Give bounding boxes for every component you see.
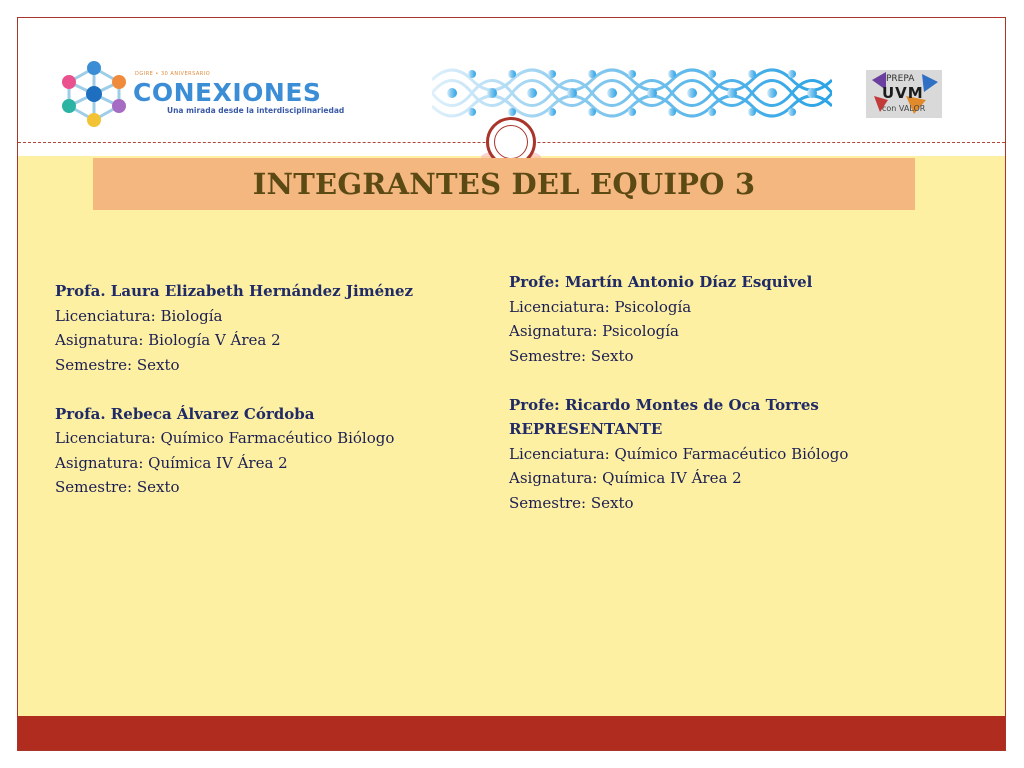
uvm-line1: PREPA (886, 74, 915, 84)
conexiones-logo (55, 58, 345, 130)
uvm-line2: UVM (882, 84, 924, 102)
member-subject: Asignatura: Biología V Área 2 (55, 331, 281, 349)
prepa-uvm-logo (866, 70, 942, 118)
member-semester: Semestre: Sexto (55, 478, 180, 496)
anniversary-text: DGIRE • 30 ANIVERSARIO (135, 71, 211, 77)
member-semester: Semestre: Sexto (55, 355, 180, 374)
member-name: Profe: Ricardo Montes de Oca Torres (509, 395, 819, 414)
member-name: Profe: Martín Antonio Díaz Esquivel (509, 273, 813, 291)
page-title: INTEGRANTES DEL EQUIPO 3 (252, 167, 756, 201)
uvm-line3: con VALOR (882, 104, 926, 113)
member-degree: Licenciatura: Químico Farmacéutico Biólogo (55, 429, 395, 447)
member-subject: Asignatura: Química IV Área 2 (55, 453, 288, 472)
member-semester: Semestre: Sexto (509, 493, 634, 512)
brand-name: CONEXIONES (133, 78, 322, 107)
network-icon (55, 58, 133, 130)
member-subject: Asignatura: Química IV Área 2 (509, 469, 742, 487)
member-name: Profa. Laura Elizabeth Hernández Jiménez (55, 282, 414, 300)
right-column (509, 270, 848, 515)
footer-bar (18, 716, 1005, 750)
member-subject: Asignatura: Psicología (509, 322, 679, 340)
member-degree: Licenciatura: Psicología (509, 297, 692, 316)
member-role: REPRESENTANTE (509, 420, 663, 438)
member-degree: Licenciatura: Químico Farmacéutico Biólogo (509, 444, 849, 463)
member-name: Profa. Rebeca Álvarez Córdoba (55, 404, 315, 423)
member-degree: Licenciatura: Biología (55, 306, 223, 325)
title-banner (93, 158, 915, 210)
brand-tagline: Una mirada desde la interdisciplinariedad (167, 106, 345, 115)
member-semester: Semestre: Sexto (509, 346, 634, 365)
left-column (55, 279, 413, 500)
decorative-pattern (432, 66, 832, 120)
